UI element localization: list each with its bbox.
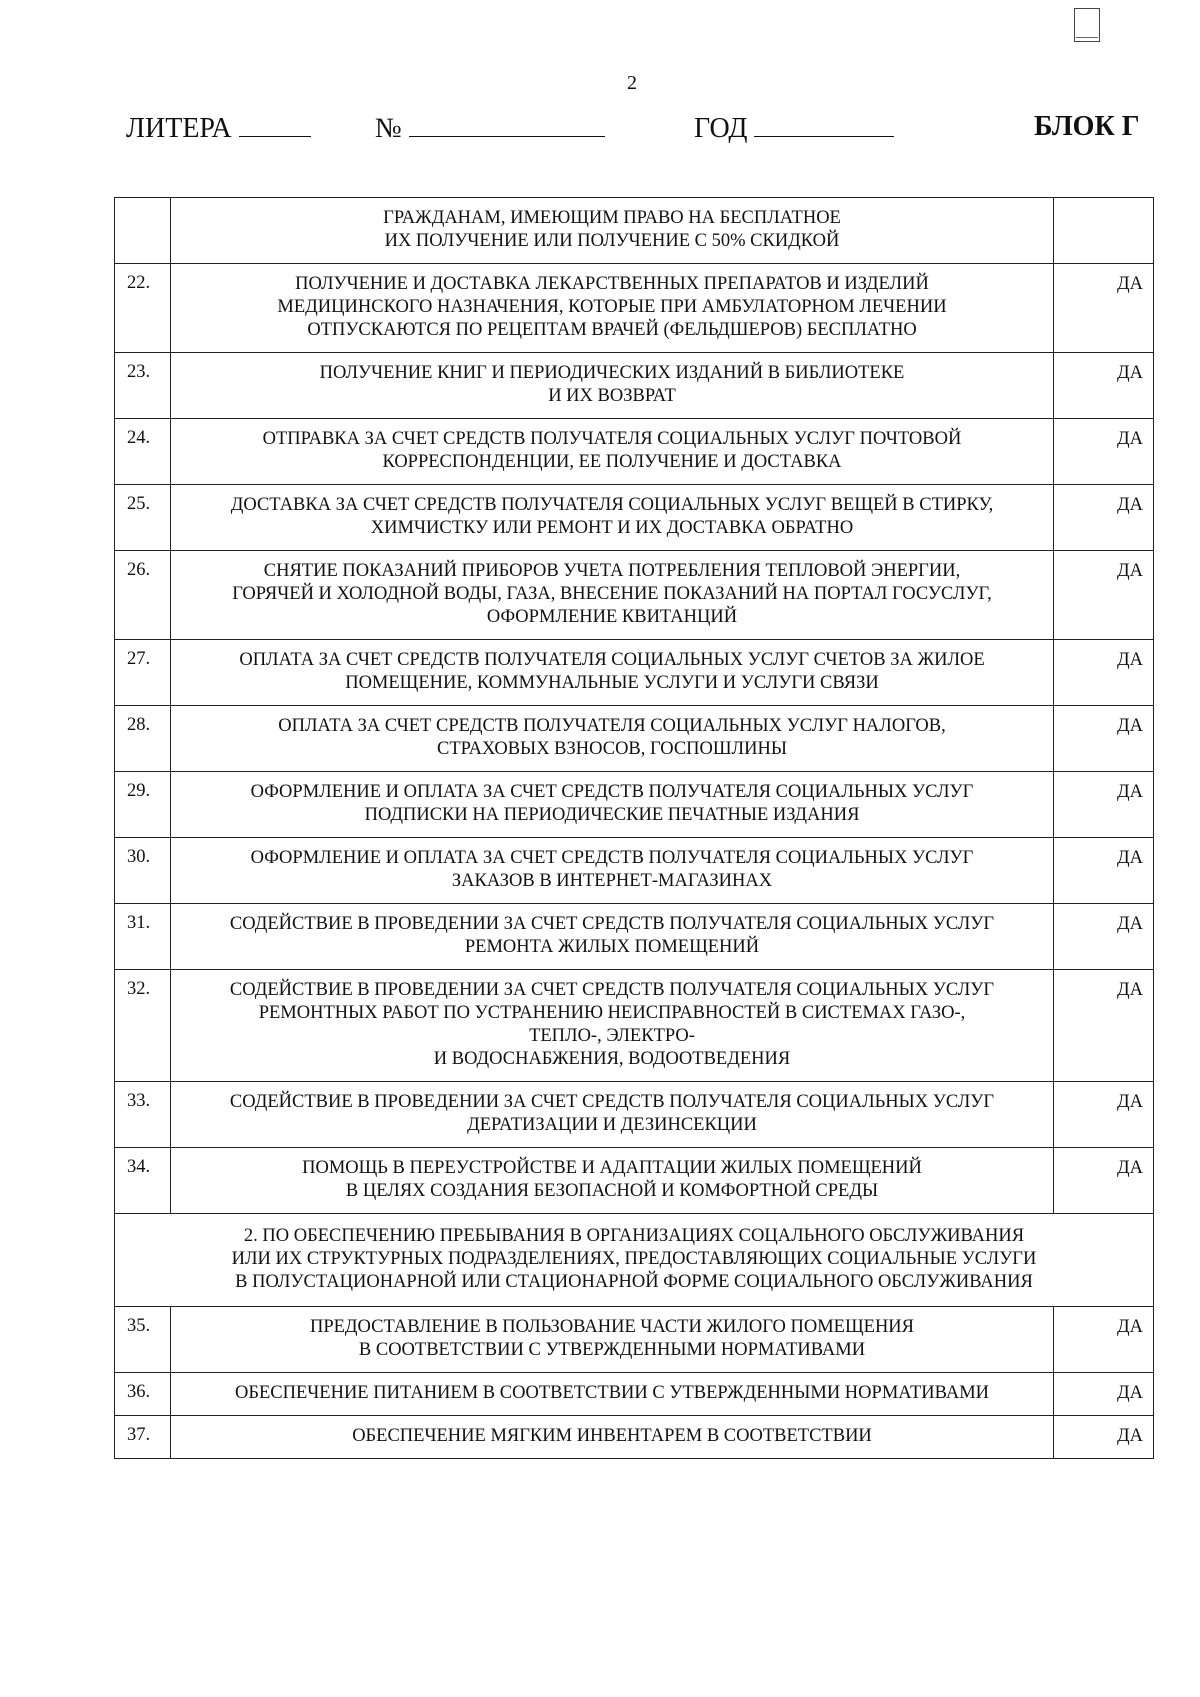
- table-row: [115, 706, 1154, 772]
- table-row: [115, 353, 1154, 419]
- row-number: 32.: [115, 970, 171, 1082]
- table-row: [115, 1082, 1154, 1148]
- answer-cell: ДА: [1054, 970, 1154, 1082]
- section-header-row: [115, 1214, 1154, 1307]
- table-row: [115, 970, 1154, 1082]
- row-number: 33.: [115, 1082, 171, 1148]
- table-row: [115, 1416, 1154, 1459]
- service-description: СОДЕЙСТВИЕ В ПРОВЕДЕНИИ ЗА СЧЕТ СРЕДСТВ ПОЛУЧАТЕЛЯ СОЦИАЛЬНЫХ УСЛУГ РЕМОНТНЫХ РАБОТ ПО УСТРАНЕНИЮ НЕИСПРАВНОСТЕЙ В СИСТЕМАХ ГАЗО-, ТЕПЛО-, ЭЛЕКТРО- И ВОДОСНАБЖЕНИЯ, ВОДООТВЕДЕНИЯ: [171, 970, 1054, 1082]
- service-description: ПОЛУЧЕНИЕ КНИГ И ПЕРИОДИЧЕСКИХ ИЗДАНИЙ В БИБЛИОТЕКЕ И ИХ ВОЗВРАТ: [171, 353, 1054, 419]
- row-number: 36.: [115, 1373, 171, 1416]
- answer-cell: ДА: [1054, 904, 1154, 970]
- answer-cell: ДА: [1054, 1148, 1154, 1214]
- answer-cell: ДА: [1054, 485, 1154, 551]
- row-number: 23.: [115, 353, 171, 419]
- year-label: ГОД: [694, 113, 748, 144]
- answer-cell: ДА: [1054, 353, 1154, 419]
- service-description: ОФОРМЛЕНИЕ И ОПЛАТА ЗА СЧЕТ СРЕДСТВ ПОЛУЧАТЕЛЯ СОЦИАЛЬНЫХ УСЛУГ ПОДПИСКИ НА ПЕРИОДИЧЕСКИЕ ПЕЧАТНЫЕ ИЗДАНИЯ: [171, 772, 1054, 838]
- services-table-body: [115, 198, 1154, 1459]
- row-number: 29.: [115, 772, 171, 838]
- answer-cell: ДА: [1054, 1373, 1154, 1416]
- service-description: СНЯТИЕ ПОКАЗАНИЙ ПРИБОРОВ УЧЕТА ПОТРЕБЛЕНИЯ ТЕПЛОВОЙ ЭНЕРГИИ, ГОРЯЧЕЙ И ХОЛОДНОЙ ВОДЫ, ГАЗА, ВНЕСЕНИЕ ПОКАЗАНИЙ НА ПОРТАЛ ГОСУСЛУГ, ОФОРМЛЕНИЕ КВИТАНЦИЙ: [171, 551, 1054, 640]
- answer-cell: ДА: [1054, 640, 1154, 706]
- section-title: 2. ПО ОБЕСПЕЧЕНИЮ ПРЕБЫВАНИЯ В ОРГАНИЗАЦИЯХ СОЦАЛЬНОГО ОБСЛУЖИВАНИЯ ИЛИ ИХ СТРУКТУРНЫХ ПОДРАЗДЕЛЕНИЯХ, ПРЕДОСТАВЛЯЮЩИХ СОЦИАЛЬНЫЕ УСЛУГИ В ПОЛУСТАЦИОНАРНОЙ ИЛИ СТАЦИОНАРНОЙ ФОРМЕ СОЦИАЛЬНОГО ОБСЛУЖИВАНИЯ: [115, 1214, 1154, 1307]
- table-row: [115, 838, 1154, 904]
- answer-cell: [1054, 198, 1154, 264]
- row-number: 25.: [115, 485, 171, 551]
- answer-cell: ДА: [1054, 551, 1154, 640]
- answer-cell: ДА: [1054, 264, 1154, 353]
- answer-cell: ДА: [1054, 838, 1154, 904]
- year-field: [694, 110, 894, 146]
- service-description: ОФОРМЛЕНИЕ И ОПЛАТА ЗА СЧЕТ СРЕДСТВ ПОЛУЧАТЕЛЯ СОЦИАЛЬНЫХ УСЛУГ ЗАКАЗОВ В ИНТЕРНЕТ-МАГАЗИНАХ: [171, 838, 1054, 904]
- service-description: СОДЕЙСТВИЕ В ПРОВЕДЕНИИ ЗА СЧЕТ СРЕДСТВ ПОЛУЧАТЕЛЯ СОЦИАЛЬНЫХ УСЛУГ ДЕРАТИЗАЦИИ И ДЕЗИНСЕКЦИИ: [171, 1082, 1054, 1148]
- row-number: 30.: [115, 838, 171, 904]
- answer-cell: ДА: [1054, 1416, 1154, 1459]
- row-number: 27.: [115, 640, 171, 706]
- block-label: БЛОК Г: [1034, 111, 1140, 142]
- row-number: 37.: [115, 1416, 171, 1459]
- litera-blank: [239, 110, 311, 137]
- table-row: [115, 1307, 1154, 1373]
- service-description: ОТПРАВКА ЗА СЧЕТ СРЕДСТВ ПОЛУЧАТЕЛЯ СОЦИАЛЬНЫХ УСЛУГ ПОЧТОВОЙ КОРРЕСПОНДЕНЦИИ, ЕЕ ПОЛУЧЕНИЕ И ДОСТАВКА: [171, 419, 1054, 485]
- table-row: [115, 772, 1154, 838]
- year-blank: [754, 110, 894, 137]
- table-row: [115, 264, 1154, 353]
- row-number: 35.: [115, 1307, 171, 1373]
- page-number: 2: [627, 72, 637, 94]
- litera-label: ЛИТЕРА: [126, 113, 232, 144]
- service-description: ПРЕДОСТАВЛЕНИЕ В ПОЛЬЗОВАНИЕ ЧАСТИ ЖИЛОГО ПОМЕЩЕНИЯ В СООТВЕТСТВИИ С УТВЕРЖДЕННЫМИ НОРМАТИВАМИ: [171, 1307, 1054, 1373]
- row-number: [115, 198, 171, 264]
- row-number: 28.: [115, 706, 171, 772]
- number-field: [375, 110, 605, 146]
- table-row: [115, 640, 1154, 706]
- number-blank: [409, 110, 605, 137]
- row-number: 31.: [115, 904, 171, 970]
- service-description: ОПЛАТА ЗА СЧЕТ СРЕДСТВ ПОЛУЧАТЕЛЯ СОЦИАЛЬНЫХ УСЛУГ СЧЕТОВ ЗА ЖИЛОЕ ПОМЕЩЕНИЕ, КОММУНАЛЬНЫЕ УСЛУГИ И УСЛУГИ СВЯЗИ: [171, 640, 1054, 706]
- table-row: [115, 198, 1154, 264]
- service-description: СОДЕЙСТВИЕ В ПРОВЕДЕНИИ ЗА СЧЕТ СРЕДСТВ ПОЛУЧАТЕЛЯ СОЦИАЛЬНЫХ УСЛУГ РЕМОНТА ЖИЛЫХ ПОМЕЩЕНИЙ: [171, 904, 1054, 970]
- litera-field: [126, 110, 311, 146]
- service-description: ПОЛУЧЕНИЕ И ДОСТАВКА ЛЕКАРСТВЕННЫХ ПРЕПАРАТОВ И ИЗДЕЛИЙ МЕДИЦИНСКОГО НАЗНАЧЕНИЯ, КОТОРЫЕ ПРИ АМБУЛАТОРНОМ ЛЕЧЕНИИ ОТПУСКАЮТСЯ ПО РЕЦЕПТАМ ВРАЧЕЙ (ФЕЛЬДШЕРОВ) БЕСПЛАТНО: [171, 264, 1054, 353]
- table-row: [115, 551, 1154, 640]
- service-description: ПОМОЩЬ В ПЕРЕУСТРОЙСТВЕ И АДАПТАЦИИ ЖИЛЫХ ПОМЕЩЕНИЙ В ЦЕЛЯХ СОЗДАНИЯ БЕЗОПАСНОЙ И КОМФОРТНОЙ СРЕДЫ: [171, 1148, 1054, 1214]
- number-label: №: [375, 113, 402, 144]
- service-description: ГРАЖДАНАМ, ИМЕЮЩИМ ПРАВО НА БЕСПЛАТНОЕ ИХ ПОЛУЧЕНИЕ ИЛИ ПОЛУЧЕНИЕ С 50% СКИДКОЙ: [171, 198, 1054, 264]
- table-row: [115, 904, 1154, 970]
- service-description: ДОСТАВКА ЗА СЧЕТ СРЕДСТВ ПОЛУЧАТЕЛЯ СОЦИАЛЬНЫХ УСЛУГ ВЕЩЕЙ В СТИРКУ, ХИМЧИСТКУ ИЛИ РЕМОНТ И ИХ ДОСТАВКА ОБРАТНО: [171, 485, 1054, 551]
- service-description: ОБЕСПЕЧЕНИЕ МЯГКИМ ИНВЕНТАРЕМ В СООТВЕТСТВИИ: [171, 1416, 1054, 1459]
- row-number: 24.: [115, 419, 171, 485]
- table-row: [115, 485, 1154, 551]
- page-corner-icon: [1074, 8, 1100, 42]
- row-number: 34.: [115, 1148, 171, 1214]
- service-description: ОПЛАТА ЗА СЧЕТ СРЕДСТВ ПОЛУЧАТЕЛЯ СОЦИАЛЬНЫХ УСЛУГ НАЛОГОВ, СТРАХОВЫХ ВЗНОСОВ, ГОСПОШЛИНЫ: [171, 706, 1054, 772]
- services-table: [114, 197, 1154, 1459]
- row-number: 22.: [115, 264, 171, 353]
- answer-cell: ДА: [1054, 772, 1154, 838]
- row-number: 26.: [115, 551, 171, 640]
- table-row: [115, 419, 1154, 485]
- answer-cell: ДА: [1054, 419, 1154, 485]
- table-row: [115, 1148, 1154, 1214]
- answer-cell: ДА: [1054, 1307, 1154, 1373]
- table-row: [115, 1373, 1154, 1416]
- answer-cell: ДА: [1054, 706, 1154, 772]
- service-description: ОБЕСПЕЧЕНИЕ ПИТАНИЕМ В СООТВЕТСТВИИ С УТВЕРЖДЕННЫМИ НОРМАТИВАМИ: [171, 1373, 1054, 1416]
- answer-cell: ДА: [1054, 1082, 1154, 1148]
